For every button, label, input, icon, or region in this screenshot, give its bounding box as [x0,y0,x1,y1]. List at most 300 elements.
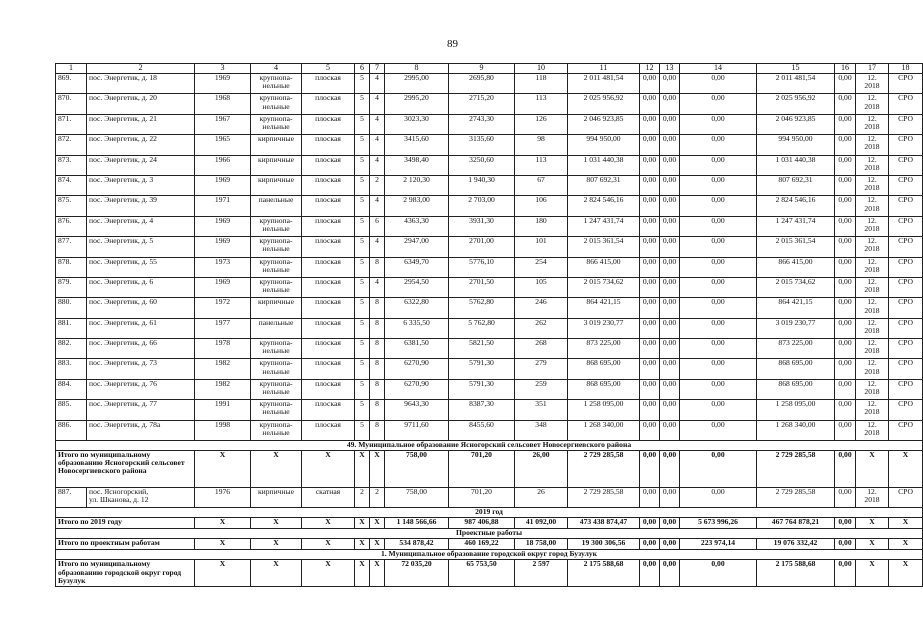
table-cell: 0,00 [660,451,680,488]
table-cell: 0,00 [640,359,660,379]
table-cell: 1971 [195,196,251,216]
table-cell: 3023,30 [385,114,449,134]
table-cell: 1 031 440,38 [568,155,640,175]
total-row-1 [56,560,923,587]
table-cell: плоская [302,114,355,134]
table-cell: 2715,20 [449,94,515,114]
table-cell: 2947,00 [385,237,449,257]
table-cell: 5821,50 [449,339,515,359]
table-cell: 113 [515,155,568,175]
table-cell: 0,00 [640,539,660,550]
table-cell: 3498,40 [385,155,449,175]
table-cell: 12. 2018 [856,155,889,175]
table-cell: 1 258 095,00 [568,400,640,420]
table-cell: Х [195,518,251,529]
table-cell: 1969 [195,74,251,94]
table-cell: плоская [302,379,355,399]
table-cell: 2 597 [515,560,568,587]
table-cell: 866 415,00 [568,257,640,277]
table-cell: 2 [355,488,370,508]
table-cell: крупнопа- нельные [251,114,302,134]
table-cell: 113 [515,94,568,114]
total-row-project [56,539,923,550]
table-cell: 0,00 [835,339,856,359]
table-cell: 0,00 [680,560,757,587]
table-cell: 2 729 285,58 [568,488,640,508]
column-header: 8 [385,64,449,74]
table-cell: 0,00 [680,339,757,359]
table-cell: 1 268 340,00 [757,420,835,440]
table-cell: 12. 2018 [856,175,889,195]
table-cell: Х [302,539,355,550]
table-cell: 1 268 340,00 [568,420,640,440]
table-cell: 0,00 [835,518,856,529]
table-cell: 12. 2018 [856,488,889,508]
table-cell: Х [251,560,302,587]
table-cell: 0,00 [835,114,856,134]
table-row [56,339,923,359]
table-cell: 106 [515,196,568,216]
table-cell: 0,00 [640,420,660,440]
table-cell: Х [355,560,370,587]
table-cell: пос. Энергетик, д. 66 [87,339,195,359]
table-cell: 701,20 [449,451,515,488]
total-row-2019 [56,518,923,529]
table-cell: 2 046 923,85 [757,114,835,134]
table-cell: 6381,50 [385,339,449,359]
table-cell: СРО [889,216,923,236]
table-cell: 887. [56,488,87,508]
table-cell: 0,00 [835,298,856,318]
table-cell: 875. [56,196,87,216]
table-cell: 878. [56,257,87,277]
table-row [56,114,923,134]
table-cell: 869. [56,74,87,94]
table-cell: 180 [515,216,568,236]
table-cell: 5 [355,339,370,359]
table-cell: 3 019 230,77 [757,318,835,338]
table-cell: 2 [370,488,385,508]
table-cell: СРО [889,420,923,440]
table-cell: 0,00 [835,379,856,399]
table-cell: кирпичные [251,175,302,195]
table-cell: 5762,80 [449,298,515,318]
table-row [56,277,923,297]
table-cell: Х [355,518,370,529]
table-cell: 5776,10 [449,257,515,277]
column-header: 14 [680,64,757,74]
table-cell: пос. Энергетик, д. 55 [87,257,195,277]
table-cell: 5 [355,155,370,175]
table-cell: 4 [370,114,385,134]
table-cell: 5 [355,420,370,440]
total-label: Итого по 2019 году [56,518,195,529]
table-cell: 0,00 [660,257,680,277]
table-cell: 12. 2018 [856,257,889,277]
table-cell: 0,00 [660,518,680,529]
table-cell: 0,00 [680,359,757,379]
table-header-row [56,64,923,74]
table-cell: 5 [355,257,370,277]
table-cell: 6 335,50 [385,318,449,338]
table-cell: 259 [515,379,568,399]
table-cell: 1991 [195,400,251,420]
table-cell: 348 [515,420,568,440]
table-cell: СРО [889,196,923,216]
table-cell: пос. Энергетик, д. 78а [87,420,195,440]
total-label: Итого по муниципальному образованию городской округ город Бузулук [56,560,195,587]
table-cell: СРО [889,94,923,114]
table-cell: Х [370,560,385,587]
table-cell: крупнопа- нельные [251,257,302,277]
table-cell: 994 950,00 [568,135,640,155]
table-cell: крупнопа- нельные [251,420,302,440]
table-cell: 2995,20 [385,94,449,114]
table-cell: 0,00 [835,420,856,440]
table-row [56,94,923,114]
table-cell: кирпичные [251,155,302,175]
column-header: 17 [856,64,889,74]
table-cell: 8 [370,400,385,420]
table-cell: 8 [370,379,385,399]
column-header: 9 [449,64,515,74]
table-cell: 2695,80 [449,74,515,94]
table-cell: СРО [889,277,923,297]
table-cell: 223 974,14 [680,539,757,550]
table-cell: 0,00 [660,298,680,318]
table-cell: 866 415,00 [757,257,835,277]
table-cell: плоская [302,175,355,195]
table-cell: 4 [370,196,385,216]
table-cell: 2 [370,175,385,195]
table-cell: 877. [56,237,87,257]
table-cell: 868 695,00 [568,379,640,399]
table-cell: 0,00 [660,135,680,155]
table-row [56,318,923,338]
table-cell: 5 673 996,26 [680,518,757,529]
table-cell: 1978 [195,339,251,359]
table-cell: плоская [302,277,355,297]
table-cell: 19 076 332,42 [757,539,835,550]
table-cell: 868 695,00 [568,359,640,379]
table-cell: 8 [370,257,385,277]
table-cell: Х [856,539,889,550]
table-cell: 0,00 [640,74,660,94]
section-1 [56,550,923,560]
section-project-works [56,529,923,539]
table-cell: 2 015 361,54 [568,237,640,257]
table-cell: 0,00 [640,94,660,114]
table-cell: Х [856,451,889,488]
column-header: 4 [251,64,302,74]
table-cell: 118 [515,74,568,94]
table-cell: панельные [251,196,302,216]
table-cell: плоская [302,237,355,257]
table-cell: Х [889,518,923,529]
table-cell: СРО [889,400,923,420]
table-cell: 9711,60 [385,420,449,440]
table-cell: 5 [355,379,370,399]
column-header: 18 [889,64,923,74]
table-cell: плоская [302,400,355,420]
table-cell: 12. 2018 [856,339,889,359]
table-cell: 2 120,30 [385,175,449,195]
table-cell: 4 [370,135,385,155]
table-row [56,379,923,399]
table-cell: 1969 [195,175,251,195]
table-cell: 262 [515,318,568,338]
table-cell: 5 [355,216,370,236]
table-cell: 880. [56,298,87,318]
table-cell: 1973 [195,257,251,277]
table-cell: 0,00 [640,379,660,399]
table-cell: Х [251,451,302,488]
table-cell: 2 015 361,54 [757,237,835,257]
table-cell: 884. [56,379,87,399]
table-cell: 0,00 [640,277,660,297]
table-cell: 0,00 [680,74,757,94]
table-cell: 0,00 [660,114,680,134]
table-cell: 1967 [195,114,251,134]
table-cell: 0,00 [660,216,680,236]
table-cell: 5 [355,359,370,379]
table-cell: 467 764 878,21 [757,518,835,529]
table-cell: 807 692,31 [568,175,640,195]
table-cell: 1969 [195,237,251,257]
table-cell: Х [355,451,370,488]
table-cell: 868 695,00 [757,379,835,399]
table-cell: крупнопа- нельные [251,359,302,379]
table-cell: 279 [515,359,568,379]
table-cell: пос. Энергетик, д. 73 [87,359,195,379]
table-cell: 2 824 546,16 [568,196,640,216]
table-cell: 0,00 [640,488,660,508]
table-cell: 873. [56,155,87,175]
section-49 [56,441,923,451]
table-row [56,359,923,379]
table-cell: 876. [56,216,87,236]
table-cell: Х [195,539,251,550]
table-cell: 870. [56,94,87,114]
table-cell: 0,00 [680,114,757,134]
table-cell: 987 406,88 [449,518,515,529]
table-cell: Х [370,539,385,550]
table-cell: 254 [515,257,568,277]
column-header: 12 [640,64,660,74]
table-cell: 0,00 [660,94,680,114]
total-label: Итого по муниципальному образованию Ясногорский сельсовет Новосергиевского района [56,451,195,488]
table-cell: 0,00 [835,318,856,338]
table-row [56,135,923,155]
table-cell: 0,00 [680,451,757,488]
table-cell: 5 [355,400,370,420]
table-cell: 0,00 [660,175,680,195]
table-cell: 882. [56,339,87,359]
table-cell: 0,00 [835,451,856,488]
table-cell: крупнопа- нельные [251,94,302,114]
table-cell: 8387,30 [449,400,515,420]
table-cell: 0,00 [640,196,660,216]
table-cell: 1 258 095,00 [757,400,835,420]
table-cell: 0,00 [680,155,757,175]
table-row [56,74,923,94]
table-cell: пос. Энергетик, д. 4 [87,216,195,236]
table-cell: 0,00 [660,74,680,94]
table-cell: 0,00 [680,135,757,155]
table-cell: плоская [302,298,355,318]
table-cell: 105 [515,277,568,297]
table-cell: пос. Энергетик, д. 77 [87,400,195,420]
total-label: Итого по проектным работам [56,539,195,550]
table-row [56,400,923,420]
table-cell: Х [251,518,302,529]
table-cell: 1998 [195,420,251,440]
section-year-2019-title: 2019 год [56,508,923,518]
table-cell: 41 092,00 [515,518,568,529]
table-cell: 12. 2018 [856,237,889,257]
table-cell: 0,00 [640,451,660,488]
table-cell: 1972 [195,298,251,318]
table-cell: 98 [515,135,568,155]
table-cell: 0,00 [680,277,757,297]
table-row [56,257,923,277]
table-cell: 758,00 [385,451,449,488]
table-cell: 886. [56,420,87,440]
table-cell: 1 148 566,66 [385,518,449,529]
table-cell: 72 035,20 [385,560,449,587]
table-cell: 6270,90 [385,359,449,379]
table-cell: 0,00 [680,379,757,399]
table-cell: 885. [56,400,87,420]
table-cell: 0,00 [680,175,757,195]
table-cell: 1965 [195,135,251,155]
table-cell: СРО [889,175,923,195]
table-cell: 0,00 [835,359,856,379]
table-cell: 5 [355,318,370,338]
table-cell: 0,00 [835,196,856,216]
table-cell: 0,00 [660,539,680,550]
table-cell: 1977 [195,318,251,338]
table-cell: 2 011 481,54 [568,74,640,94]
table-cell: 5 762,80 [449,318,515,338]
column-header: 1 [56,64,87,74]
column-header: 7 [370,64,385,74]
table-cell: 5 [355,135,370,155]
table-cell: 871. [56,114,87,134]
table-cell: 0,00 [680,196,757,216]
table-cell: СРО [889,359,923,379]
table-cell: 2 011 481,54 [757,74,835,94]
table-cell: 8 [370,298,385,318]
table-cell: 0,00 [660,196,680,216]
table-cell: 4 [370,74,385,94]
table-cell: 0,00 [640,257,660,277]
table-cell: 1982 [195,359,251,379]
table-cell: 0,00 [835,216,856,236]
table-cell: 2 015 734,62 [757,277,835,297]
table-cell: 0,00 [835,560,856,587]
table-cell: 2 015 734,62 [568,277,640,297]
table-cell: крупнопа- нельные [251,339,302,359]
table-cell: 0,00 [835,488,856,508]
table-cell: кирпичные [251,135,302,155]
table-cell: 12. 2018 [856,74,889,94]
column-header: 6 [355,64,370,74]
table-row [56,175,923,195]
table-cell: 864 421,15 [757,298,835,318]
table-cell: 268 [515,339,568,359]
column-header: 10 [515,64,568,74]
table-cell: 0,00 [680,298,757,318]
table-cell: СРО [889,74,923,94]
table-cell: 67 [515,175,568,195]
table-cell: 1 940,30 [449,175,515,195]
table-cell: 5 [355,114,370,134]
table-cell: 1968 [195,94,251,114]
table-cell: 6270,90 [385,379,449,399]
table-cell: 0,00 [680,420,757,440]
table-cell: 2 983,00 [385,196,449,216]
table-cell: 0,00 [660,379,680,399]
table-cell: 0,00 [680,400,757,420]
table-cell: Х [370,451,385,488]
table-cell: 873 225,00 [757,339,835,359]
section-49-title: 49. Муниципальное образование Ясногорский сельсовет Новосергиевского района [56,441,923,451]
table-cell: 758,00 [385,488,449,508]
table-cell: 4363,30 [385,216,449,236]
table-cell: 1969 [195,277,251,297]
table-cell: 0,00 [835,400,856,420]
table-cell: кирпичные [251,298,302,318]
table-cell: СРО [889,257,923,277]
table-cell: 12. 2018 [856,114,889,134]
table-cell: плоская [302,155,355,175]
table-cell: 1969 [195,216,251,236]
table-cell: пос. Энергетик, д. 39 [87,196,195,216]
table-cell: 534 878,42 [385,539,449,550]
table-cell: 4 [370,237,385,257]
table-cell: панельные [251,318,302,338]
table-row [56,196,923,216]
table-cell: 0,00 [680,488,757,508]
table-cell: 8 [370,339,385,359]
table-cell: СРО [889,488,923,508]
table-cell: плоская [302,94,355,114]
table-cell: 0,00 [660,359,680,379]
table-cell: 2995,00 [385,74,449,94]
table-cell: 26,00 [515,451,568,488]
table-cell: 2 729 285,58 [757,488,835,508]
table-cell: 2 729 285,58 [757,451,835,488]
table-cell: 3135,60 [449,135,515,155]
table-row [56,237,923,257]
table-cell: 0,00 [835,539,856,550]
table-cell: крупнопа- нельные [251,379,302,399]
table-cell: 473 438 874,47 [568,518,640,529]
table-cell: пос. Энергетик, д. 18 [87,74,195,94]
table-cell: 2 025 956,92 [568,94,640,114]
table-cell: 2743,30 [449,114,515,134]
table-cell: 0,00 [660,318,680,338]
table-cell: 2 824 546,16 [757,196,835,216]
table-cell: плоская [302,74,355,94]
table-cell: крупнопа- нельные [251,74,302,94]
table-cell: 4 [370,155,385,175]
table-cell: 701,20 [449,488,515,508]
table-cell: 0,00 [835,277,856,297]
table-cell: плоская [302,339,355,359]
table-cell: 0,00 [640,135,660,155]
